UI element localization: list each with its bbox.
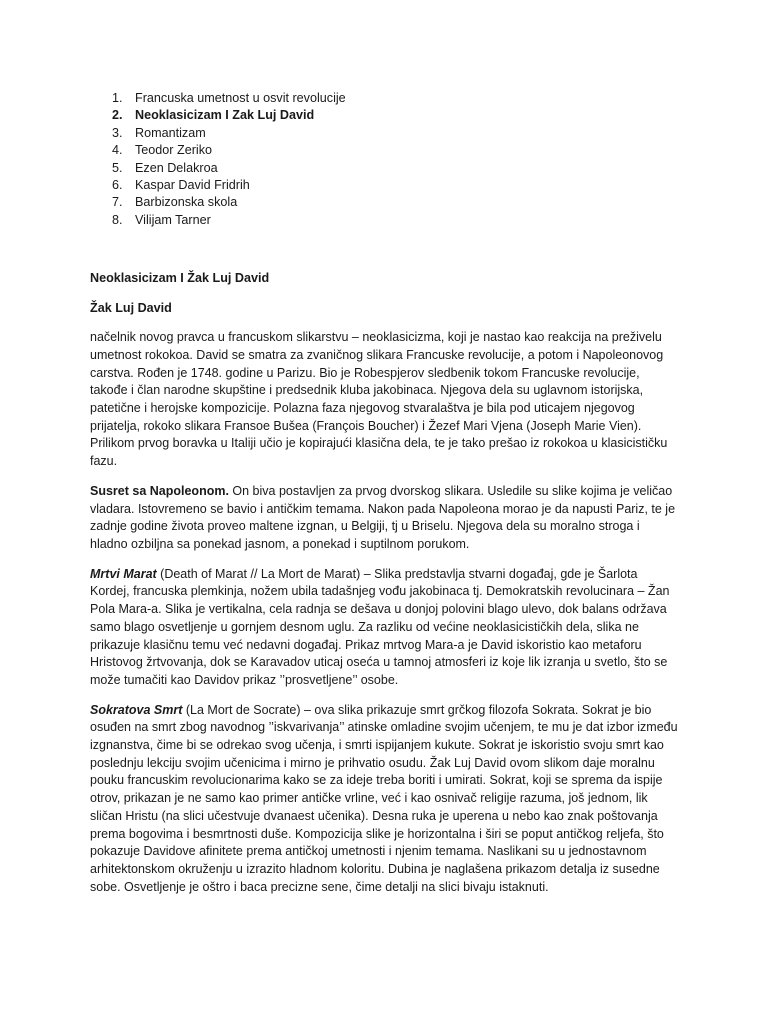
paragraph-lead: Susret sa Napoleonom.: [90, 483, 229, 498]
paragraph-text: On biva postavljen za prvog dvorskog slikara. Usledile su slike kojima je veličao vladara. Istovremeno se bavio i antičkim temama. Nakon pada Napoleona morao je da napusti Pariz, te je zadnje godine života proveo maltene izgnan, u Belgiji, tj u Briselu. Njegova dela su moralno stroga i hladno ozbiljna sa ponekad jasnom, a ponekad i suptilnom porukom.: [90, 483, 676, 551]
toc-item: [90, 107, 678, 124]
section-heading: Neoklasicizam I Žak Luj David: [90, 271, 270, 286]
toc-item-label: Romantizam: [135, 125, 206, 140]
toc-item-number: 7.: [112, 195, 123, 210]
toc-item-label: Francuska umetnost u osvit revolucije: [135, 91, 346, 105]
paragraph-text: (Death of Marat // La Mort de Marat) – Slika predstavlja stvarni događaj, gde je Šarlota Kordej, francuska plemkinja, nožem ubila tadašnjeg vođu jakobinaca tj. Demokratskih revolucinara – Žan Pola Mara-a. Slika je vertikalna, cela radnja se dešava u donjoj polovini blago ulevo, dok balans održava samo blago osvetljenje u gornjem desnom uglu. Za razliku od većine neoklasicističkih dela, slika ne prikazuje klasičnu temu već nedavni događaj. Prikaz mrtvog Mara-a je David iskoristio kao metaforu Hristovog žrtvovanja, dok se Karavadov uticaj oseća u tamnoj atmosferi iz koje lik izranja u svetlo, što se može tumačiti kao Davidov prikaz ’’prosvetljene’’ osobe.: [90, 566, 670, 687]
toc-item-number: 2.: [112, 108, 123, 123]
paragraph-lead: Sokratova Smrt: [90, 702, 183, 717]
paragraph-lead: Mrtvi Marat: [90, 566, 157, 581]
toc-item-label: Barbizonska skola: [135, 195, 238, 210]
toc-item-number: 6.: [112, 178, 123, 193]
toc-item: [90, 125, 678, 142]
toc-item-label: Teodor Zeriko: [135, 143, 212, 158]
toc-item-label: Ezen Delakroa: [135, 160, 218, 175]
toc-item: [90, 142, 678, 159]
table-of-contents: [90, 90, 678, 229]
toc-item: [90, 160, 678, 177]
toc-item-number: 4.: [112, 143, 123, 158]
toc-item: [90, 212, 678, 229]
paragraph-socrates: [90, 702, 678, 897]
toc-item-label: Neoklasicizam I Zak Luj David: [135, 108, 315, 123]
paragraph-marat: [90, 566, 678, 690]
toc-item: [90, 194, 678, 211]
document-page: [90, 90, 678, 990]
paragraph-text: načelnik novog pravca u francuskom slikarstvu – neoklasicizma, koji je nastao kao reakcija na preživelu umetnost rokokoa. David se smatra za zvaničnog slikara Francuske revolucije, a potom i Napoleonovog carstva. Rođen je 1748. godine u Parizu. Bio je Robespjerov sledbenik tokom Francuske revolucije, takođe i član narodne skupštine i predsednik kluba jakobinaca. Njegova dela su uglavnom istorijska, patetične i herojske kompozicije. Polazna faza njegovog stvaralaštva je bila pod uticajem njegovog prijatelja, rokoko slikara Fransoe Bušea (François Boucher) i Žezef Mari Vjena (Joseph Marie Vien). Prilikom prvog boravka u Italiji učio je kopirajući klasična dela, te je tako prešao iz rokokoa u klasicističku fazu.: [90, 330, 668, 469]
paragraph-text: (La Mort de Socrate) – ova slika prikazuje smrt grčkog filozofa Sokrata. Sokrat je bio osuđen na smrt zbog navodnog ’’iskvarivanja’’ atinske omladine svojim učenjem, te mu je dat izbor između izgnanstva, čime bi se odrekao svog učenja, i smrti ispijanjem kukute. Sokrat je iskoristio svoju smrt kao poslednju lekciju svojim učenicima i mirno je prihvatio osudu. Žak Luj David ovom slikom daje moralnu pouku francuskim revolucionarima kako se za ideje treba boriti i umirati. Sokrat, koji se sprema da ispije otrov, prikazan je ne samo kao primer antičke vrline, već i kao osnivač religije razuma, još jednom, lik sličan Hristu (na slici učestvuje dvanaest učenika). Desna ruka je uperena u nebo kao znak poštovanja prema bogovima i besmrtnosti duše. Kompozicija slike je horizontalna i širi se poput antičkog reljefa, što pokazuje Davidove afinitete prema antičkoj umetnosti i njenim temama. Naslikani su u jednostavnom arhitektonskom okruženju u izrazito hladnom koloritu. Dubina je naglašena prikazom detalja iz susedne sobe. Osvetljenje je oštro i baca precizne sene, čime detalji na slici bivaju istaknuti.: [90, 702, 678, 894]
paragraph-intro: [90, 329, 678, 471]
toc-item-label: Kaspar David Fridrih: [135, 178, 250, 193]
toc-item-number: 3.: [112, 125, 123, 140]
paragraph-napoleon: [90, 483, 678, 554]
section-subheading: Žak Luj David: [90, 301, 172, 316]
toc-item-label: Vilijam Tarner: [135, 212, 211, 227]
toc-item: [90, 90, 678, 107]
toc-item-number: 8.: [112, 212, 123, 227]
toc-item-number: 5.: [112, 160, 123, 175]
toc-item: [90, 177, 678, 194]
toc-item-number: 1.: [112, 91, 123, 105]
